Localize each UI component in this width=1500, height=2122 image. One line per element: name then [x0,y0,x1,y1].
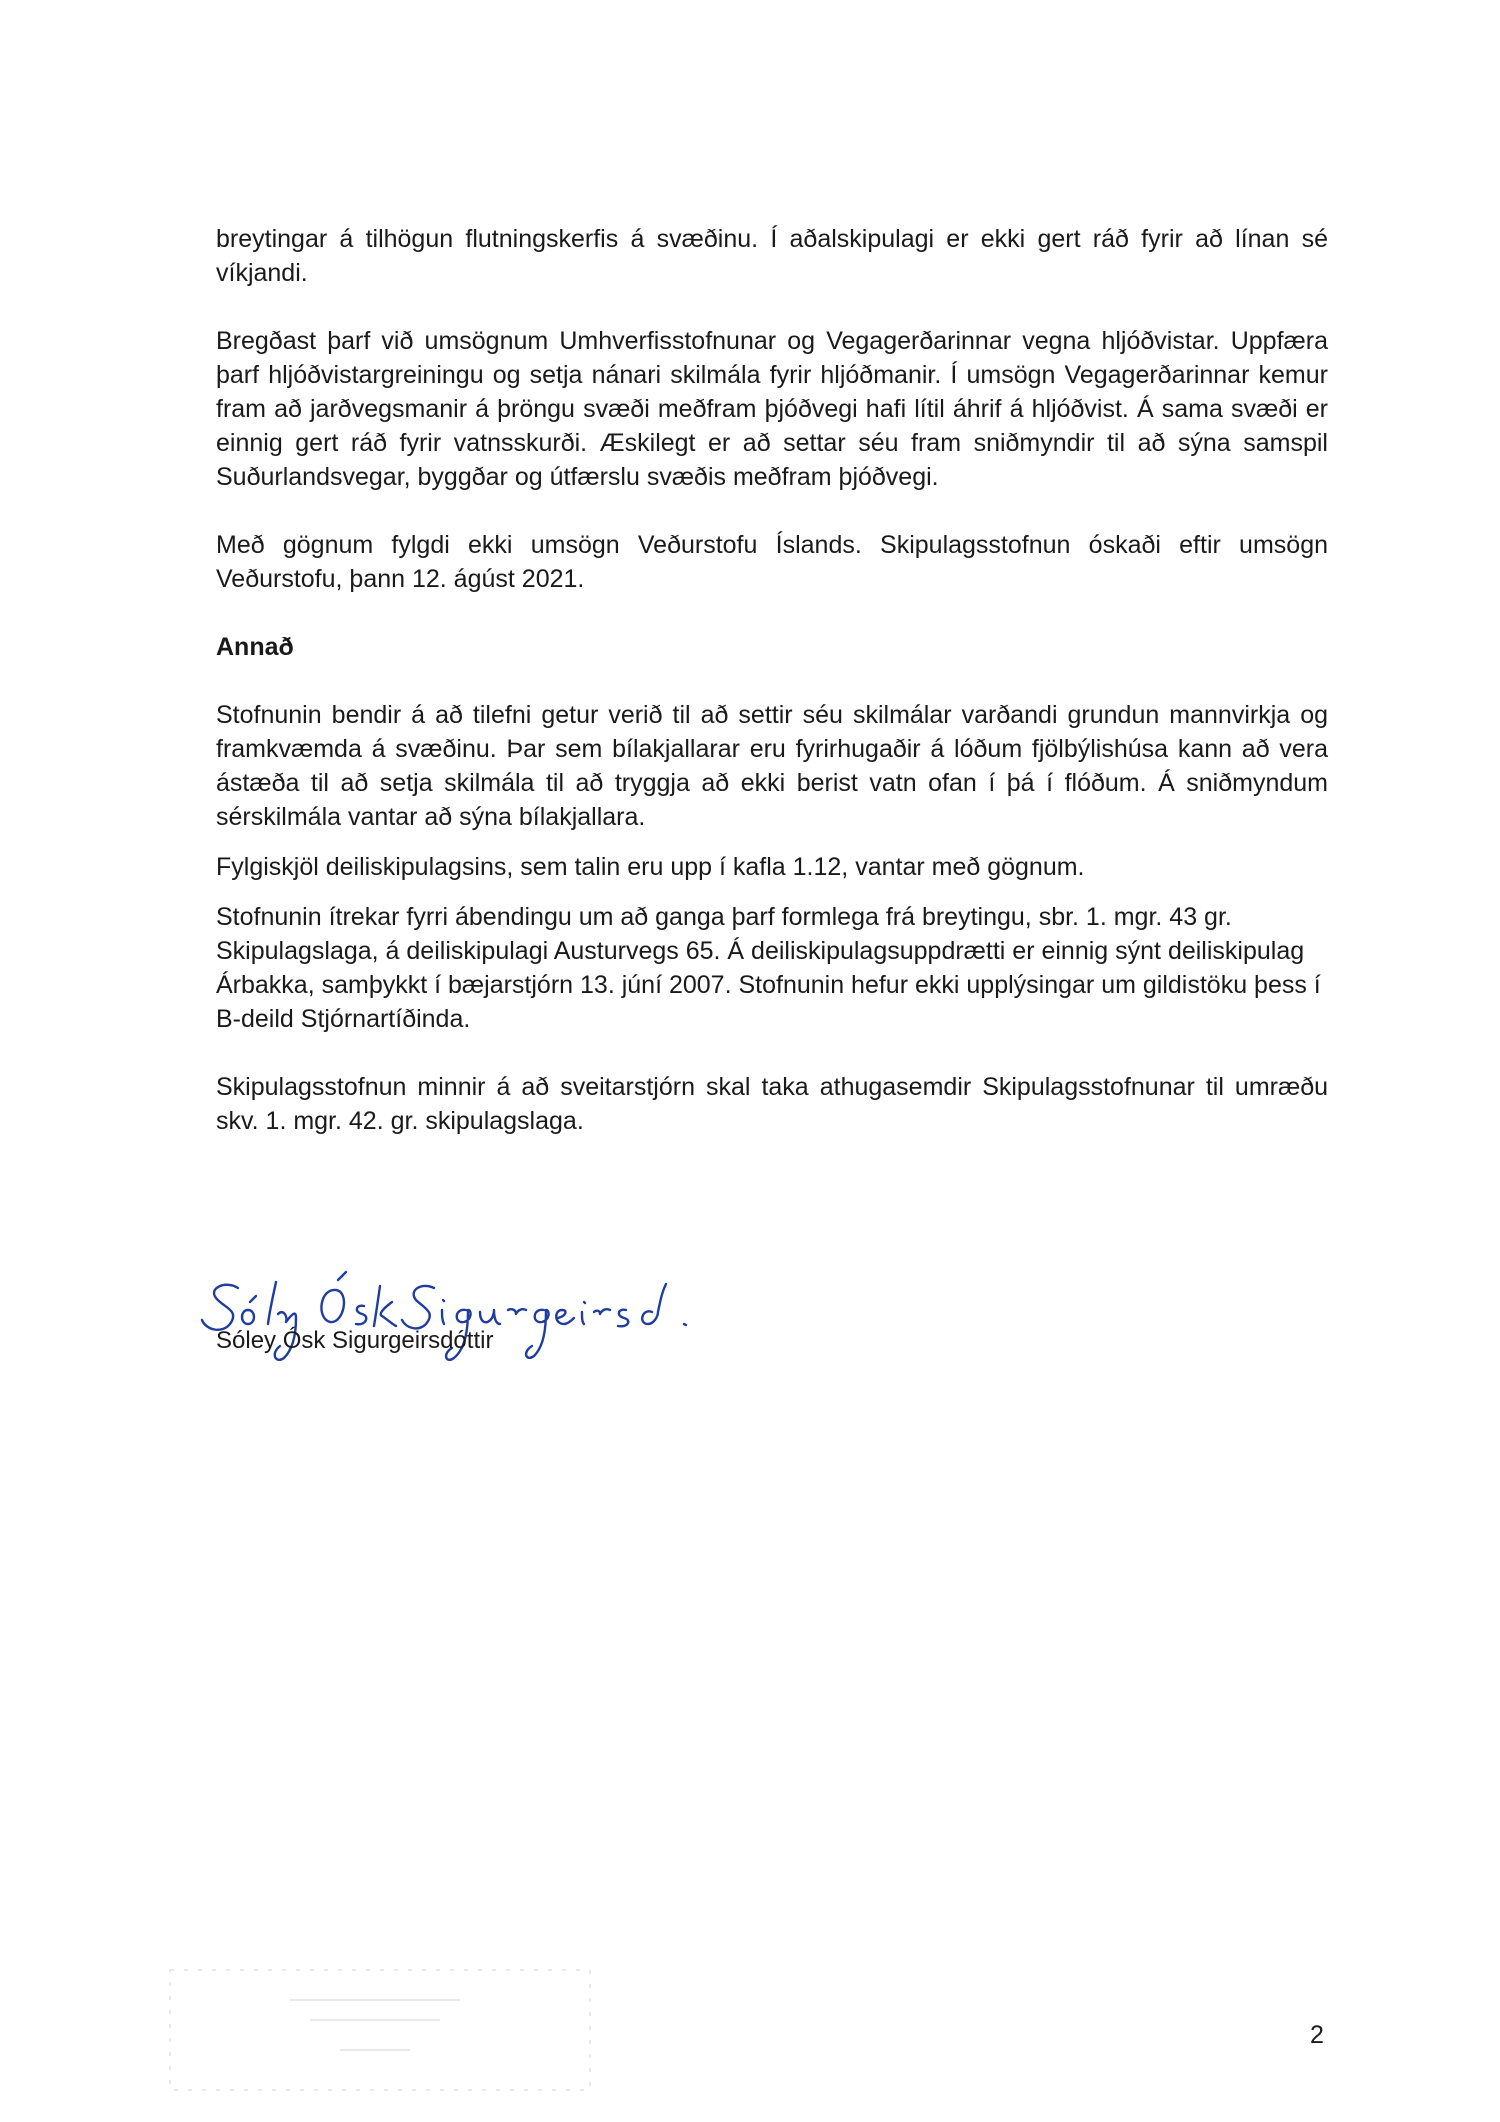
paragraph-grundun: Stofnunin bendir á að tilefni getur verið til að settir séu skilmálar varðandi grundun mannvirkja og framkvæmda á svæðinu. Þar sem bílakjallarar eru fyrirhugaðir á lóðum fjölbýlishúsa kann að vera ástæða til að setja skilmála til að tryggja að ekki berist vatn ofan í þá í flóðum. Á sniðmyndum sérskilmála vantar að sýna bílakjallara. [216,701,1328,831]
page-number: 2 [1310,2021,1324,2049]
paragraph-closing: Skipulagsstofnun minnir á að sveitarstjórn skal taka athugasemdir Skipulagsstofnunar til umræðu skv. 1. mgr. 42. gr. skipulagslaga. [216,1073,1328,1135]
section-heading-annad: Annað [216,633,294,661]
paragraph-hljodvist: Bregðast þarf við umsögnum Umhverfisstofnunar og Vegagerðarinnar vegna hljóðvistar. Uppfæra þarf hljóðvistargreiningu og setja nánari skilmála fyrir hljóðmanir. Í umsögn Vegagerðarinnar kemur fram að jarðvegsmanir á þröngu svæði meðfram þjóðvegi hafi lítil áhrif á hljóðvist. Á sama svæði er einnig gert ráð fyrir vatnsskurði. Æskilegt er að settar séu fram sniðmyndir til að sýna samspil Suðurlandsvegar, byggðar og útfærslu svæðis meðfram þjóðvegi. [216,327,1328,491]
paragraph-fylgiskjol: Fylgiskjöl deiliskipulagsins, sem talin eru upp í kafla 1.12, vantar með gögnum. [216,853,1085,881]
paragraph-austurvegur: Stofnunin ítrekar fyrri ábendingu um að ganga þarf formlega frá breytingu, sbr. 1. mgr. 43 gr. Skipulagslaga, á deiliskipulagi Austurvegs 65. Á deiliskipulagsuppdrætti er einnig sýnt deiliskipulag Árbakka, samþykkt í bæjarstjórn 13. júní 2007. Stofnunin hefur ekki upplýsingar um gildistöku þess í B-deild Stjórnartíðinda. [216,903,1321,1033]
paragraph-vedurstofa: Með gögnum fylgdi ekki umsögn Veðurstofu Íslands. Skipulagsstofnun óskaði eftir umsögn Veðurstofu, þann 12. ágúst 2021. [216,531,1328,593]
faded-stamp-mark [160,1950,600,2100]
signature-block [196,1258,796,1368]
signer-name: Sóley Ósk Sigurgeirsdóttir [216,1327,494,1354]
document-body [216,222,1328,1138]
paragraph-flutningskerfi: breytingar á tilhögun flutningskerfis á svæðinu. Í aðalskipulagi er ekki gert ráð fyrir að línan sé víkjandi. [216,225,1328,287]
